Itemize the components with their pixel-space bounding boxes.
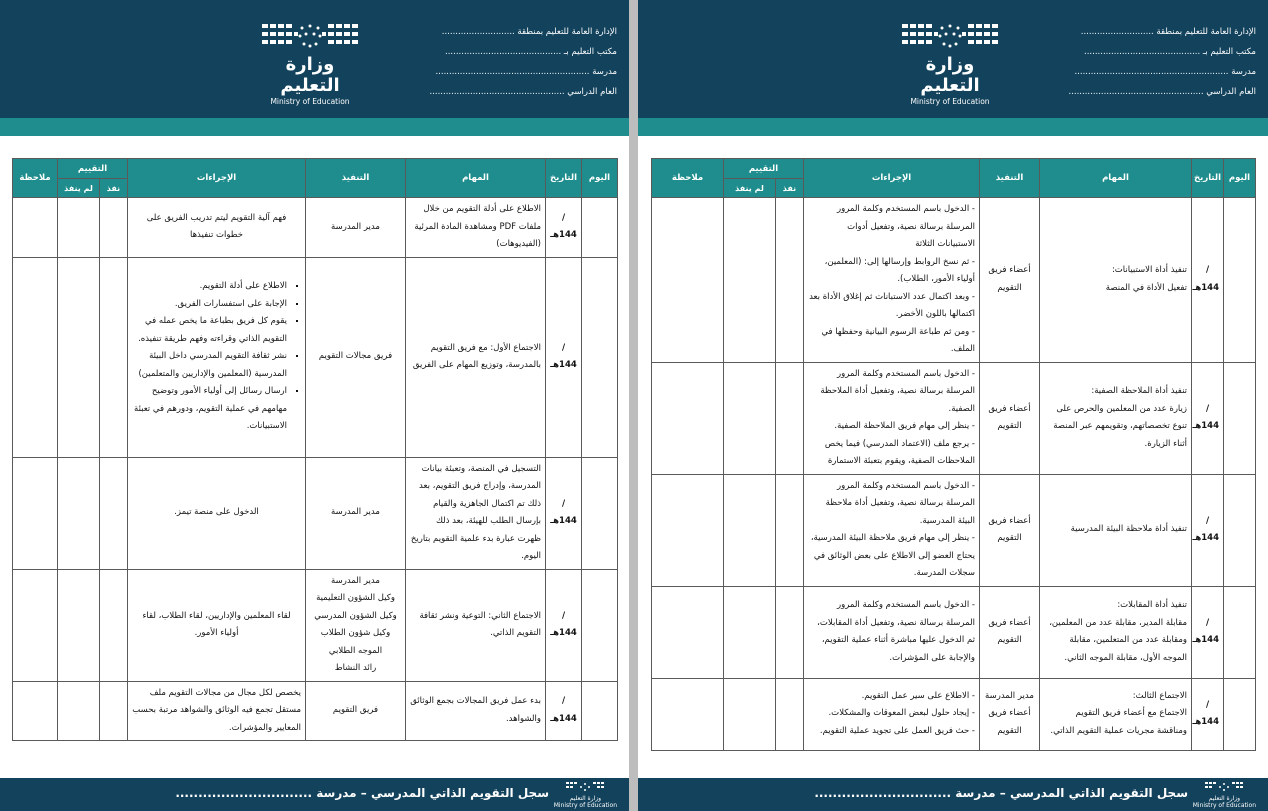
footer-title: سجل التقويم الذاتي المدرسي – مدرسة .............................. bbox=[175, 786, 549, 800]
procedure-cell: فهم آلية التقويم ليتم تدريب الفريق على خطوات تنفيذها bbox=[128, 198, 306, 258]
done-cell[interactable] bbox=[776, 362, 804, 474]
execution-cell: مدير المدرسة bbox=[306, 198, 406, 258]
footer-logo-english: Ministry of Education bbox=[1192, 802, 1256, 809]
not-done-cell[interactable] bbox=[724, 586, 776, 678]
notes-cell[interactable] bbox=[652, 678, 724, 750]
logo-english: Ministry of Education bbox=[910, 97, 990, 106]
task-cell: الاطلاع على أدلة التقويم من خلال ملفات PDF ومشاهدة المادة المرئية (الفيديوهات) bbox=[406, 198, 546, 258]
col-date: التاريخ bbox=[1192, 159, 1224, 198]
table-row bbox=[13, 457, 618, 569]
not-done-cell[interactable] bbox=[58, 257, 100, 457]
procedure-cell: - الدخول باسم المستخدم وكلمة المرور المرسلة برسالة نصية، وتفعيل أداة المقابلات، ثم الدخول عليها مباشرة أثناء عملية التقويم، والإجابة على المؤشرات. bbox=[804, 586, 980, 678]
not-done-cell[interactable] bbox=[58, 681, 100, 741]
task-cell: تنفيذ أداة ملاحظة البيئة المدرسية bbox=[1040, 474, 1192, 586]
day-cell[interactable] bbox=[1224, 474, 1256, 586]
admin-line: الإدارة العامة للتعليم بمنطقة ........................... bbox=[441, 27, 617, 37]
col-procedures: الإجراءات bbox=[804, 159, 980, 198]
done-cell[interactable] bbox=[776, 586, 804, 678]
schedule-table bbox=[651, 158, 1256, 751]
execution-cell: فريق مجالات التقويم bbox=[306, 257, 406, 457]
footer-title: سجل التقويم الذاتي المدرسي – مدرسة .............................. bbox=[814, 786, 1188, 800]
table-row bbox=[652, 474, 1256, 586]
page-header bbox=[638, 0, 1268, 118]
page-divider bbox=[629, 0, 638, 811]
procedure-cell bbox=[804, 362, 980, 474]
procedure-line: - الدخول باسم المستخدم وكلمة المرور المرسلة برسالة نصية، وتفعيل أداة ملاحظة البيئة المدرسية. bbox=[825, 480, 975, 526]
done-cell[interactable] bbox=[100, 569, 128, 681]
task-cell: الاجتماع الثالث: الاجتماع مع أعضاء فريق التقويم ومناقشة مجريات عملية التقويم الذاتي. bbox=[1040, 678, 1192, 750]
notes-cell[interactable] bbox=[13, 681, 58, 741]
procedure-bullets bbox=[132, 278, 301, 436]
logo-arabic: وزارة التعليم bbox=[280, 54, 340, 96]
bullet-item: ▪ الاطلاع على أدلة التقويم. bbox=[132, 278, 287, 296]
procedure-cell bbox=[128, 257, 306, 457]
col-tasks: المهام bbox=[406, 159, 546, 198]
day-cell[interactable] bbox=[1224, 678, 1256, 750]
notes-cell[interactable] bbox=[652, 474, 724, 586]
day-cell[interactable] bbox=[582, 457, 618, 569]
done-cell[interactable] bbox=[100, 257, 128, 457]
not-done-cell[interactable] bbox=[724, 198, 776, 363]
day-cell[interactable] bbox=[582, 569, 618, 681]
date-cell: / 144هـ bbox=[546, 569, 582, 681]
notes-cell[interactable] bbox=[652, 586, 724, 678]
procedure-line: - إيجاد حلول لبعض المعوقات والمشكلات. bbox=[828, 708, 975, 719]
admin-info bbox=[1066, 22, 1256, 102]
procedure-line: - الدخول باسم المستخدم وكلمة المرور المرسلة برسالة نصية، وتفعيل أداة الملاحظة الصفية. bbox=[820, 368, 975, 414]
execution-cell: مدير المدرسة bbox=[306, 457, 406, 569]
table-row bbox=[652, 198, 1256, 363]
table-row bbox=[652, 362, 1256, 474]
col-done: نفذ bbox=[100, 179, 128, 198]
col-evaluation: التقييم bbox=[724, 159, 804, 179]
date-cell: / 144هـ bbox=[1192, 678, 1224, 750]
bullet-item: ▪ يقوم كل فريق بطباعة ما يخص عمله في التقويم الذاتي وقراءته وفهم طريقة تنفيذه. bbox=[132, 313, 287, 348]
procedure-line: - ثم نسخ الروابط وإرسالها إلى: (المعلمين، أولياء الأمور، الطلاب). bbox=[824, 256, 975, 284]
execution-cell: مدير المدرسة وكيل الشؤون التعليمية وكيل الشؤون المدرسي وكيل شؤون الطلاب الموجه الطلابي رائد النشاط bbox=[306, 569, 406, 681]
teal-band bbox=[0, 118, 629, 136]
col-done: نفذ bbox=[776, 179, 804, 198]
notes-cell[interactable] bbox=[13, 569, 58, 681]
date-cell: / 144هـ bbox=[546, 257, 582, 457]
date-cell: / 144هـ bbox=[1192, 586, 1224, 678]
admin-line: العام الدراسي .................................................. bbox=[429, 87, 617, 97]
procedure-line: - ومن ثم طباعة الرسوم البيانية وحفظها في الملف. bbox=[821, 326, 975, 354]
left-page bbox=[0, 0, 629, 811]
col-not-done: لم ينفذ bbox=[724, 179, 776, 198]
not-done-cell[interactable] bbox=[724, 678, 776, 750]
col-day: اليوم bbox=[582, 159, 618, 198]
col-notes: ملاحظة bbox=[13, 159, 58, 198]
procedure-cell bbox=[804, 198, 980, 363]
footer-logo-english: Ministry of Education bbox=[553, 802, 617, 809]
not-done-cell[interactable] bbox=[724, 362, 776, 474]
task-cell: الاجتماع الأول: مع فريق التقويم بالمدرسة، وتوزيع المهام على الفريق bbox=[406, 257, 546, 457]
col-date: التاريخ bbox=[546, 159, 582, 198]
execution-cell: مدير المدرسة أعضاء فريق التقويم bbox=[980, 678, 1040, 750]
day-cell[interactable] bbox=[582, 198, 618, 258]
procedure-cell: لقاء المعلمين والإداريين، لقاء الطلاب، لقاء أولياء الأمور. bbox=[128, 569, 306, 681]
procedure-line: - ينظر إلى مهام فريق ملاحظة البيئة المدرسية، يحتاج العضو إلى الاطلاع على بعض الوثائق في سجلات المدرسة. bbox=[810, 533, 975, 578]
task-cell: التسجيل في المنصة، وتعبئة بيانات المدرسة، وإدراج فريق التقويم، بعد ذلك تم اكتمال الجاهزية والقيام بإرسال الطلب للهيئة، بعد ذلك ظهرت عبارة بدء علمية التقويم بتاريخ اليوم. bbox=[406, 457, 546, 569]
execution-cell: أعضاء فريق التقويم bbox=[980, 474, 1040, 586]
table-row bbox=[13, 569, 618, 681]
admin-line: مكتب التعليم بـ ........................................... bbox=[1084, 47, 1256, 57]
table-row bbox=[652, 678, 1256, 750]
day-cell[interactable] bbox=[1224, 198, 1256, 363]
done-cell[interactable] bbox=[776, 474, 804, 586]
table-row bbox=[652, 586, 1256, 678]
logo-arabic: وزارة التعليم bbox=[920, 54, 980, 96]
right-page bbox=[638, 0, 1268, 811]
logo-english: Ministry of Education bbox=[270, 97, 350, 106]
bullet-item: ▪ الإجابة على استفسارات الفريق. bbox=[132, 296, 287, 314]
admin-line: مدرسة ......................................................... bbox=[1074, 67, 1256, 77]
footer-logo-arabic: وزارة التعليم bbox=[569, 795, 602, 802]
not-done-cell[interactable] bbox=[58, 198, 100, 258]
done-cell[interactable] bbox=[776, 198, 804, 363]
ministry-logo bbox=[255, 22, 365, 106]
not-done-cell[interactable] bbox=[724, 474, 776, 586]
ministry-dots-icon bbox=[260, 22, 360, 52]
day-cell[interactable] bbox=[582, 257, 618, 457]
date-cell: / 144هـ bbox=[1192, 474, 1224, 586]
execution-cell: أعضاء فريق التقويم bbox=[980, 198, 1040, 363]
table-row bbox=[13, 198, 618, 258]
footer-logo-arabic: وزارة التعليم bbox=[1208, 795, 1241, 802]
date-cell: / 144هـ bbox=[546, 681, 582, 741]
ministry-dots-icon bbox=[565, 781, 605, 793]
page-footer bbox=[0, 778, 629, 811]
bullet-item: ▪ نشر ثقافة التقويم المدرسي داخل البيئة المدرسية (المعلمين والإداريين والمتعلمين) bbox=[132, 348, 287, 383]
procedure-line: - الدخول باسم المستخدم وكلمة المرور المرسلة برسالة نصية، وتفعيل أدوات الاستبيانات الثلاثة bbox=[837, 204, 975, 249]
admin-line: العام الدراسي .................................................. bbox=[1068, 87, 1256, 97]
date-cell: / 144هـ bbox=[546, 198, 582, 258]
admin-line: مكتب التعليم بـ ........................................... bbox=[445, 47, 617, 57]
bullet-item: ▪ ارسال رسائل إلى أولياء الأمور وتوضيح مهامهم في عملية التقويم، ودورهم في تعبئة الاستبيانات. bbox=[132, 383, 287, 436]
footer-logo bbox=[554, 781, 617, 809]
notes-cell[interactable] bbox=[13, 257, 58, 457]
table-row bbox=[13, 257, 618, 457]
admin-info bbox=[427, 22, 617, 102]
done-cell[interactable] bbox=[776, 678, 804, 750]
page-header bbox=[0, 0, 629, 118]
execution-cell: أعضاء فريق التقويم bbox=[980, 362, 1040, 474]
procedure-cell: الدخول على منصة تيمز. bbox=[128, 457, 306, 569]
notes-cell[interactable] bbox=[652, 198, 724, 363]
done-cell[interactable] bbox=[100, 457, 128, 569]
task-cell: بدء عمل فريق المجالات بجمع الوثائق والشواهد. bbox=[406, 681, 546, 741]
table-row bbox=[13, 681, 618, 741]
procedure-cell bbox=[804, 474, 980, 586]
teal-band bbox=[638, 118, 1268, 136]
task-cell: تنفيذ أداة المقابلات: مقابلة المدير، مقابلة عدد من المعلمين، ومقابلة عدد من المتعلمين، مقابلة الموجه الأول، مقابلة الموجه الثاني. bbox=[1040, 586, 1192, 678]
ministry-logo bbox=[895, 22, 1005, 106]
col-procedures: الإجراءات bbox=[128, 159, 306, 198]
procedure-cell: يخصص لكل مجال من مجالات التقويم ملف مستقل تجمع فيه الوثائق والشواهد مرتبة بحسب المعايير والمؤشرات. bbox=[128, 681, 306, 741]
date-cell: / 144هـ bbox=[1192, 362, 1224, 474]
col-notes: ملاحظة bbox=[652, 159, 724, 198]
footer-logo bbox=[1193, 781, 1256, 809]
notes-cell[interactable] bbox=[652, 362, 724, 474]
procedure-line: - حث فريق العمل على تجويد عملية التقويم. bbox=[819, 725, 975, 736]
not-done-cell[interactable] bbox=[58, 457, 100, 569]
col-day: اليوم bbox=[1224, 159, 1256, 198]
procedure-line: - الاطلاع على سير عمل التقويم. bbox=[861, 690, 975, 701]
day-cell[interactable] bbox=[1224, 586, 1256, 678]
done-cell[interactable] bbox=[100, 198, 128, 258]
page-footer bbox=[638, 778, 1268, 811]
date-cell: / 144هـ bbox=[1192, 198, 1224, 363]
day-cell[interactable] bbox=[582, 681, 618, 741]
col-not-done: لم ينفذ bbox=[58, 179, 100, 198]
procedure-line: - يرجع ملف (الاعتماد المدرسي) فيما يخص الملاحظات الصفية، ويقوم بتعبئة الاستمارة bbox=[824, 438, 975, 466]
col-execution: التنفيذ bbox=[980, 159, 1040, 198]
not-done-cell[interactable] bbox=[58, 569, 100, 681]
col-tasks: المهام bbox=[1040, 159, 1192, 198]
admin-line: الإدارة العامة للتعليم بمنطقة ........................... bbox=[1080, 27, 1256, 37]
procedure-line: - وبعد اكتمال عدد الاستبانات ثم إغلاق الأداة بعد اكتمالها باللون الأخضر. bbox=[809, 291, 975, 319]
notes-cell[interactable] bbox=[13, 198, 58, 258]
date-cell: / 144هـ bbox=[546, 457, 582, 569]
col-evaluation: التقييم bbox=[58, 159, 128, 179]
col-execution: التنفيذ bbox=[306, 159, 406, 198]
notes-cell[interactable] bbox=[13, 457, 58, 569]
ministry-dots-icon bbox=[900, 22, 1000, 52]
task-cell: الاجتماع الثاني: التوعية ونشر ثقافة التقويم الذاتي. bbox=[406, 569, 546, 681]
done-cell[interactable] bbox=[100, 681, 128, 741]
task-cell: تنفيذ أداة الاستبيانات: تفعيل الأداة في المنصة bbox=[1040, 198, 1192, 363]
execution-cell: فريق التقويم bbox=[306, 681, 406, 741]
ministry-dots-icon bbox=[1204, 781, 1244, 793]
procedure-cell bbox=[804, 678, 980, 750]
procedure-line: - ينظر إلى مهام فريق الملاحظة الصفية. bbox=[834, 421, 975, 431]
execution-cell: أعضاء فريق التقويم bbox=[980, 586, 1040, 678]
admin-line: مدرسة ......................................................... bbox=[435, 67, 617, 77]
task-cell: تنفيذ أداة الملاحظة الصفية: زيارة عدد من المعلمين والحرص على تنوع تخصصاتهم، وتقويمهم عبر المنصة أثناء الزيارة. bbox=[1040, 362, 1192, 474]
schedule-table bbox=[12, 158, 618, 741]
day-cell[interactable] bbox=[1224, 362, 1256, 474]
